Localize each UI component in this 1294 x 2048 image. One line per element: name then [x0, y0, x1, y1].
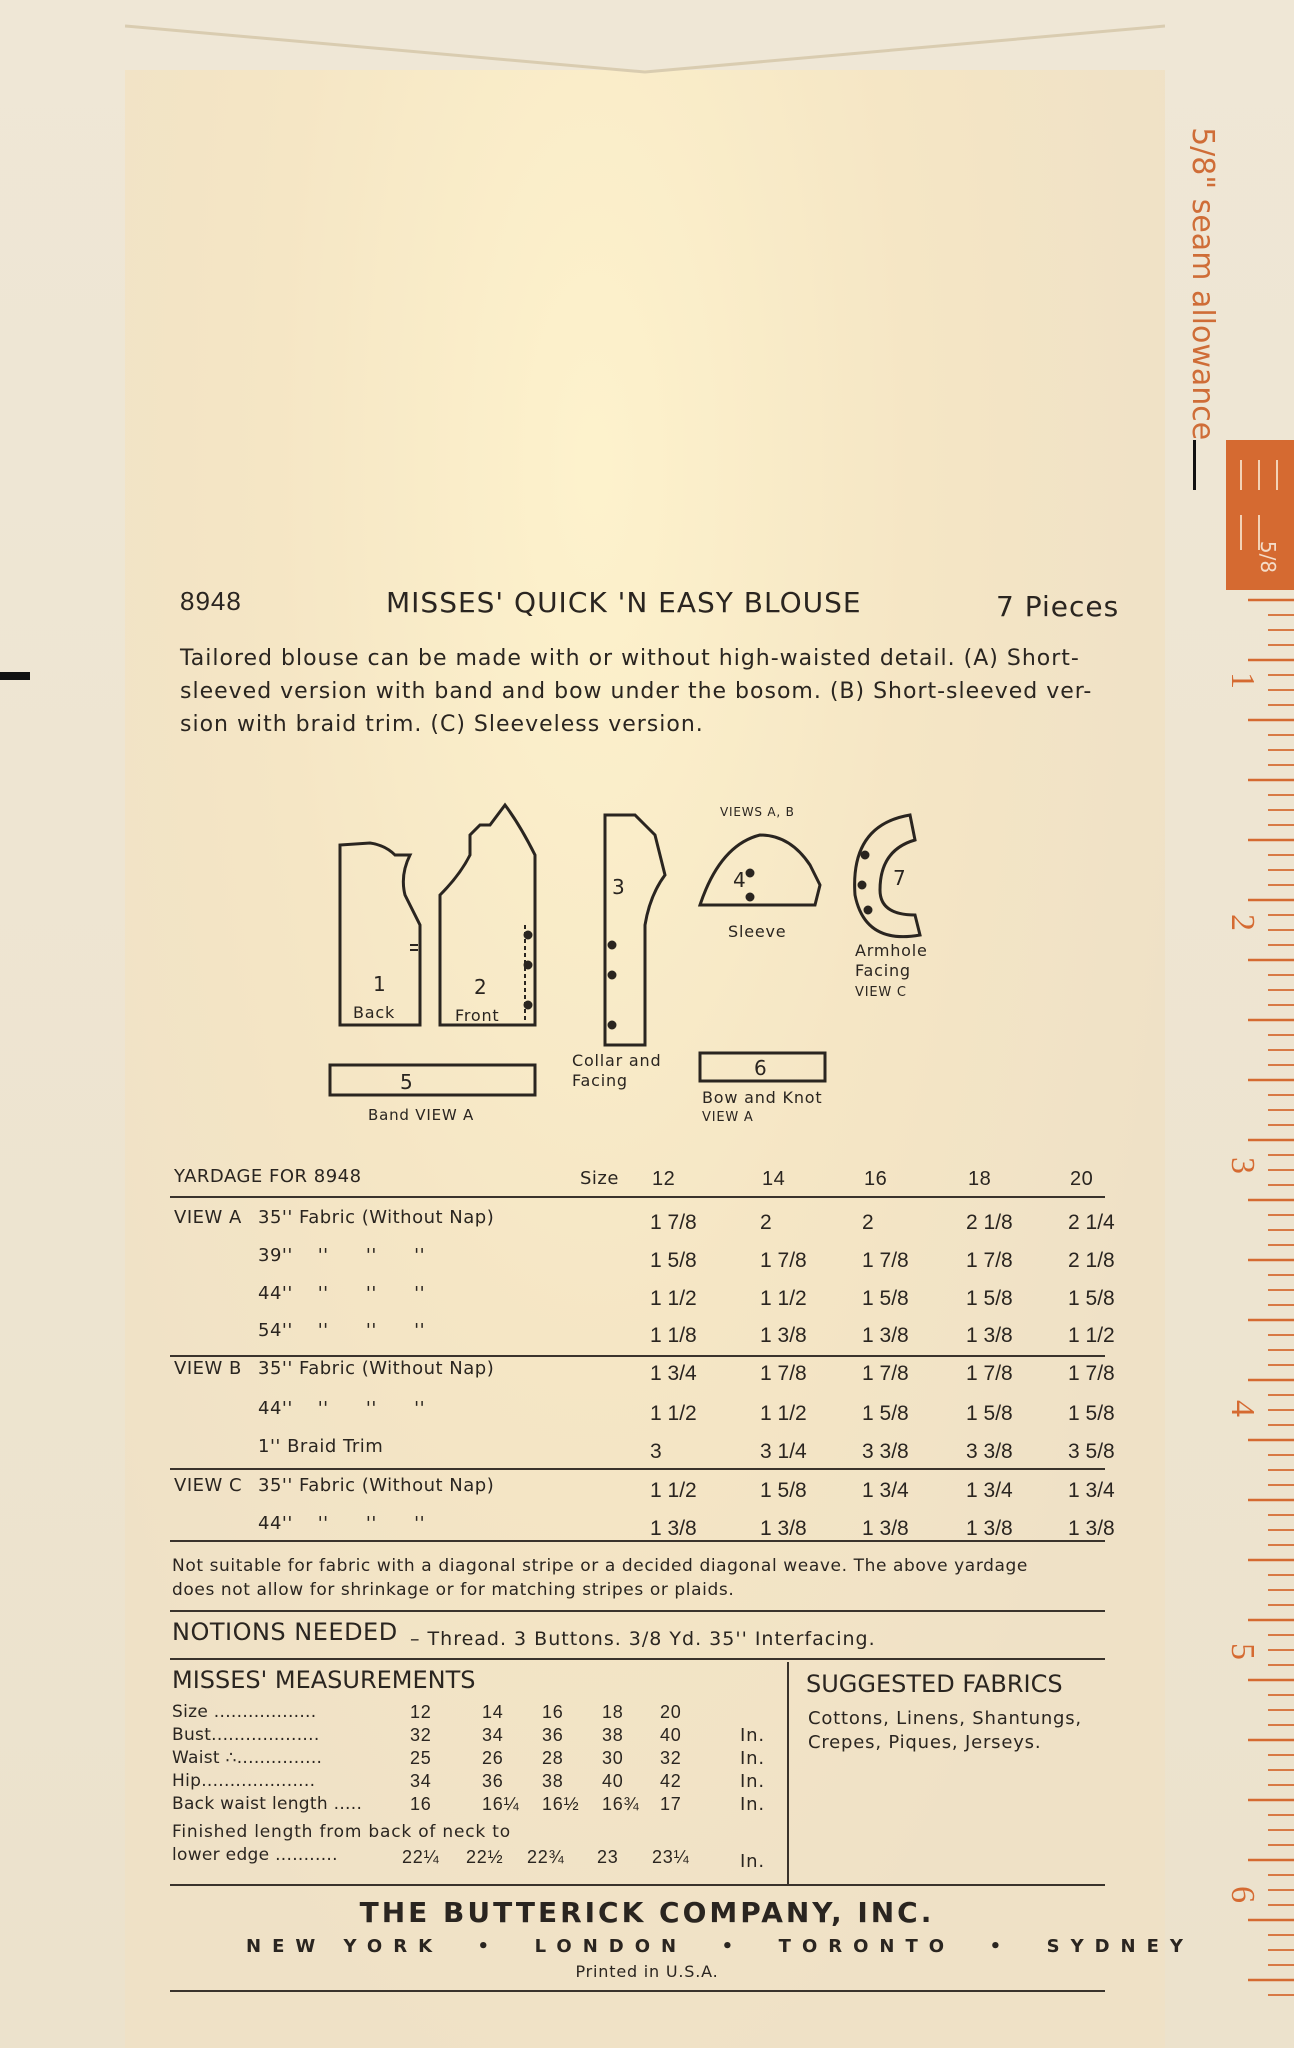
- measurement-value: 36: [482, 1771, 504, 1791]
- piece-3-number: 3: [612, 875, 626, 899]
- piece-sleeve-dot-1: [747, 870, 753, 876]
- measurement-row-label: Hip....................: [172, 1771, 316, 1791]
- yardage-view-b-rule: [170, 1355, 1105, 1357]
- piece-4-number: 4: [733, 868, 747, 892]
- measurement-value: 36: [542, 1725, 564, 1745]
- measurement-value: 28: [542, 1748, 564, 1768]
- note-rule: [170, 1610, 1105, 1612]
- piece-back-shape: [340, 843, 420, 1025]
- yardage-cell: 3 3/8: [862, 1440, 909, 1463]
- piece-3-label-line-2: Facing: [572, 1071, 628, 1090]
- yardage-size-20: 20: [1070, 1168, 1094, 1190]
- ruler-seam-text: seam allowance: [1185, 198, 1220, 441]
- yardage-note-line-2: does not allow for shrinkage or for matching stripes or plaids.: [172, 1580, 735, 1600]
- measurement-value: 38: [542, 1771, 564, 1791]
- yardage-cell: 1 1/2: [650, 1402, 697, 1425]
- yardage-header-rule: [170, 1196, 1105, 1198]
- yardage-fabric-label: 35'' Fabric (Without Nap): [258, 1475, 495, 1496]
- finished-length-value: 23: [597, 1847, 619, 1867]
- pattern-title: MISSES' QUICK 'N EASY BLOUSE: [386, 586, 862, 619]
- piece-front-button-2: [525, 962, 531, 968]
- yardage-cell: 1 3/4: [1068, 1479, 1115, 1502]
- yardage-cell: 3: [650, 1440, 662, 1463]
- yardage-cell: 1 3/4: [862, 1479, 909, 1502]
- yardage-view-label: VIEW C: [174, 1475, 243, 1496]
- yardage-size-label: Size: [580, 1168, 619, 1189]
- yardage-fabric-label: 1'' Braid Trim: [258, 1436, 384, 1457]
- piece-1-number: 1: [373, 972, 387, 996]
- piece-band-shape: [330, 1065, 535, 1095]
- measurement-value: 16½: [542, 1794, 580, 1814]
- yardage-cell: 2 1/4: [1068, 1211, 1115, 1234]
- yardage-cell: 1 3/8: [760, 1517, 807, 1540]
- piece-front-button-3: [525, 1002, 531, 1008]
- yardage-size-12: 12: [652, 1168, 676, 1190]
- measurement-value: 38: [602, 1725, 624, 1745]
- ruler-inch-5: 5: [1224, 1643, 1261, 1660]
- piece-armhole-dot-3: [865, 907, 871, 913]
- yardage-cell: 1 3/8: [966, 1517, 1013, 1540]
- finished-length-line-1: Finished length from back of neck to: [172, 1822, 511, 1842]
- measurement-row-label: Waist ∴...............: [172, 1748, 323, 1768]
- yardage-cell: 1 3/8: [862, 1517, 909, 1540]
- piece-3-label-line-1: Collar and: [572, 1051, 662, 1070]
- yardage-cell: 1 1/2: [1068, 1324, 1115, 1347]
- piece-4-label: Sleeve: [728, 922, 787, 941]
- finished-length-value: 22¾: [527, 1847, 565, 1867]
- yardage-cell: 2: [862, 1211, 874, 1234]
- measurement-value: 25: [410, 1748, 432, 1768]
- piece-6-label-line-1: Bow and Knot: [702, 1088, 823, 1107]
- ruler-block-tick-2: [1258, 460, 1260, 490]
- measurement-value: 12: [410, 1702, 432, 1722]
- finished-length-value: 22½: [466, 1847, 504, 1867]
- yardage-fabric-label: 44'' '' '' '': [258, 1283, 426, 1304]
- ruler-block-fraction: 5/8: [1256, 540, 1281, 574]
- yardage-heading: YARDAGE FOR 8948: [174, 1166, 362, 1187]
- measurements-bottom-rule: [170, 1884, 1105, 1886]
- yardage-fabric-label: 54'' '' '' '': [258, 1320, 426, 1341]
- yardage-cell: 1 5/8: [966, 1402, 1013, 1425]
- yardage-cell: 1 3/8: [1068, 1517, 1115, 1540]
- yardage-cell: 1 3/4: [966, 1479, 1013, 1502]
- pattern-description-line-3: sion with braid trim. (C) Sleeveless version.: [180, 712, 704, 737]
- piece-back-notch: [410, 945, 418, 950]
- pattern-description-line-1: Tailored blouse can be made with or without high-waisted detail. (A) Short-: [180, 646, 1080, 671]
- piece-armhole-dot-2: [859, 882, 865, 888]
- yardage-cell: 1 1/2: [760, 1402, 807, 1425]
- piece-collar-button-1: [609, 942, 615, 948]
- piece-6-number: 6: [754, 1056, 768, 1080]
- yardage-cell: 3 5/8: [1068, 1440, 1115, 1463]
- yardage-cell: 1 3/8: [760, 1324, 807, 1347]
- finished-length-value: 22¼: [402, 1847, 440, 1867]
- suggested-fabrics-heading: SUGGESTED FABRICS: [806, 1670, 1063, 1698]
- yardage-fabric-label: 44'' '' '' '': [258, 1513, 426, 1534]
- finished-length-unit: In.: [740, 1851, 765, 1872]
- measurement-row-label: Back waist length .....: [172, 1794, 363, 1814]
- suggested-fabrics-line-2: Crepes, Piques, Jerseys.: [808, 1732, 1042, 1753]
- yardage-cell: 1 3/4: [650, 1362, 697, 1385]
- printed-in: Printed in U.S.A.: [575, 1962, 719, 1981]
- notions-rule: [170, 1658, 1105, 1660]
- company-cities: NEW YORK • LONDON • TORONTO • SYDNEY: [246, 1936, 1194, 1957]
- measurement-value: 16¼: [482, 1794, 520, 1814]
- ruler-inch-4: 4: [1224, 1400, 1261, 1417]
- yardage-cell: 1 3/8: [862, 1324, 909, 1347]
- ruler-inch-3: 3: [1224, 1157, 1261, 1174]
- measurement-value: 26: [482, 1748, 504, 1768]
- yardage-cell: 1 5/8: [760, 1479, 807, 1502]
- notions-text: – Thread. 3 Buttons. 3/8 Yd. 35'' Interfacing.: [410, 1628, 876, 1650]
- finished-length-label: lower edge ...........: [172, 1845, 338, 1865]
- piece-7-number: 7: [893, 866, 907, 890]
- measurements-heading: MISSES' MEASUREMENTS: [172, 1666, 476, 1694]
- edge-mark-right: [1193, 440, 1196, 490]
- measurement-unit: In.: [740, 1794, 765, 1815]
- yardage-cell: 1 1/2: [650, 1479, 697, 1502]
- fabrics-divider: [787, 1662, 789, 1884]
- notions-label: NOTIONS NEEDED: [172, 1618, 398, 1646]
- piece-sleeve-shape: [700, 835, 820, 905]
- pattern-pieces-count: 7 Pieces: [996, 590, 1120, 623]
- ruler-fraction: 5/8": [1185, 127, 1220, 190]
- measurement-unit: In.: [740, 1771, 765, 1792]
- yardage-bottom-rule: [170, 1540, 1105, 1542]
- piece-armhole-shape: [855, 815, 920, 937]
- piece-collar-shape: [605, 815, 665, 1045]
- yardage-cell: 1 5/8: [1068, 1287, 1115, 1310]
- piece-collar-button-2: [609, 972, 615, 978]
- ruler-inch-6: 6: [1224, 1886, 1261, 1903]
- footer-rule: [170, 1990, 1105, 1992]
- yardage-size-16: 16: [864, 1168, 888, 1190]
- yardage-view-label: VIEW B: [174, 1358, 242, 1379]
- yardage-size-14: 14: [762, 1168, 786, 1190]
- piece-4-views: VIEWS A, B: [720, 805, 795, 819]
- yardage-cell: 1 5/8: [862, 1402, 909, 1425]
- measurement-value: 18: [602, 1702, 624, 1722]
- piece-7-label-line-3: VIEW C: [855, 985, 907, 1000]
- yardage-cell: 1 5/8: [862, 1287, 909, 1310]
- yardage-cell: 1 1/8: [650, 1324, 697, 1347]
- ruler-block-tick-1: [1240, 460, 1242, 490]
- measurement-value: 32: [410, 1725, 432, 1745]
- yardage-cell: 3 3/8: [966, 1440, 1013, 1463]
- piece-6-label-line-2: VIEW A: [702, 1110, 754, 1125]
- measurement-value: 30: [602, 1748, 624, 1768]
- ruler-inch-1: 1: [1224, 672, 1261, 689]
- yardage-cell: 1 1/2: [760, 1287, 807, 1310]
- ruler-block-tick-4: [1240, 515, 1242, 550]
- yardage-cell: 1 5/8: [650, 1249, 697, 1272]
- measurement-row-label: Bust...................: [172, 1725, 320, 1745]
- measurement-unit: In.: [740, 1748, 765, 1769]
- yardage-fabric-label: 35'' Fabric (Without Nap): [258, 1207, 495, 1228]
- yardage-cell: 1 7/8: [760, 1362, 807, 1385]
- yardage-cell: 1 7/8: [650, 1211, 697, 1234]
- pattern-number: 8948: [180, 586, 242, 616]
- yardage-cell: 1 7/8: [966, 1249, 1013, 1272]
- yardage-cell: 1 3/8: [650, 1517, 697, 1540]
- yardage-cell: 1 5/8: [1068, 1402, 1115, 1425]
- measurement-value: 34: [482, 1725, 504, 1745]
- yardage-cell: 1 3/8: [966, 1324, 1013, 1347]
- measurement-value: 32: [660, 1748, 682, 1768]
- yardage-size-18: 18: [968, 1168, 992, 1190]
- measurement-row-label: Size ..................: [172, 1702, 317, 1722]
- envelope-flap-edge: [125, 20, 1165, 80]
- yardage-fabric-label: 35'' Fabric (Without Nap): [258, 1358, 495, 1379]
- measurement-value: 16: [410, 1794, 432, 1814]
- measurement-value: 14: [482, 1702, 504, 1722]
- yardage-cell: 2: [760, 1211, 772, 1234]
- edge-mark-left: [0, 672, 30, 680]
- suggested-fabrics-line-1: Cottons, Linens, Shantungs,: [808, 1708, 1082, 1729]
- measurement-value: 20: [660, 1702, 682, 1722]
- piece-armhole-dot-1: [862, 852, 868, 858]
- piece-5-number: 5: [400, 1070, 414, 1094]
- yardage-view-c-rule: [170, 1468, 1105, 1470]
- measurement-value: 34: [410, 1771, 432, 1791]
- piece-2-number: 2: [474, 975, 488, 999]
- piece-collar-button-3: [609, 1022, 615, 1028]
- measurement-value: 16: [542, 1702, 564, 1722]
- finished-length-value: 23¼: [652, 1847, 690, 1867]
- yardage-cell: 1 5/8: [966, 1287, 1013, 1310]
- yardage-cell: 1 7/8: [760, 1249, 807, 1272]
- piece-1-label: Back: [353, 1003, 396, 1022]
- measurement-value: 17: [660, 1794, 682, 1814]
- pattern-description-line-2: sleeved version with band and bow under the bosom. (B) Short-sleeved ver-: [180, 679, 1093, 704]
- measurement-value: 42: [660, 1771, 682, 1791]
- ruler-block-tick-3: [1276, 460, 1278, 490]
- company-name: THE BUTTERICK COMPANY, INC.: [359, 1896, 935, 1929]
- yardage-cell: 2 1/8: [966, 1211, 1013, 1234]
- yardage-cell: 2 1/8: [1068, 1249, 1115, 1272]
- piece-7-label-line-1: Armhole: [855, 941, 928, 960]
- ruler-inch-2: 2: [1224, 914, 1261, 931]
- yardage-cell: 1 7/8: [1068, 1362, 1115, 1385]
- ruler-orange-block: [1226, 440, 1294, 590]
- yardage-fabric-label: 39'' '' '' '': [258, 1245, 426, 1266]
- measurement-value: 16¾: [602, 1794, 640, 1814]
- measurement-value: 40: [660, 1725, 682, 1745]
- piece-7-label-line-2: Facing: [855, 961, 911, 980]
- yardage-note-line-1: Not suitable for fabric with a diagonal stripe or a decided diagonal weave. The above yardage: [172, 1556, 1028, 1576]
- measurement-value: 40: [602, 1771, 624, 1791]
- yardage-cell: 1 1/2: [650, 1287, 697, 1310]
- ruler-label: [1185, 108, 1255, 440]
- piece-2-label: Front: [455, 1006, 500, 1025]
- yardage-cell: 3 1/4: [760, 1440, 807, 1463]
- piece-5-label: Band VIEW A: [368, 1106, 475, 1124]
- yardage-fabric-label: 44'' '' '' '': [258, 1398, 426, 1419]
- yardage-cell: 1 7/8: [966, 1362, 1013, 1385]
- piece-front-button-1: [525, 932, 531, 938]
- piece-sleeve-dot-2: [747, 894, 753, 900]
- measurement-unit: In.: [740, 1725, 765, 1746]
- yardage-cell: 1 7/8: [862, 1249, 909, 1272]
- yardage-view-label: VIEW A: [174, 1207, 242, 1228]
- yardage-cell: 1 7/8: [862, 1362, 909, 1385]
